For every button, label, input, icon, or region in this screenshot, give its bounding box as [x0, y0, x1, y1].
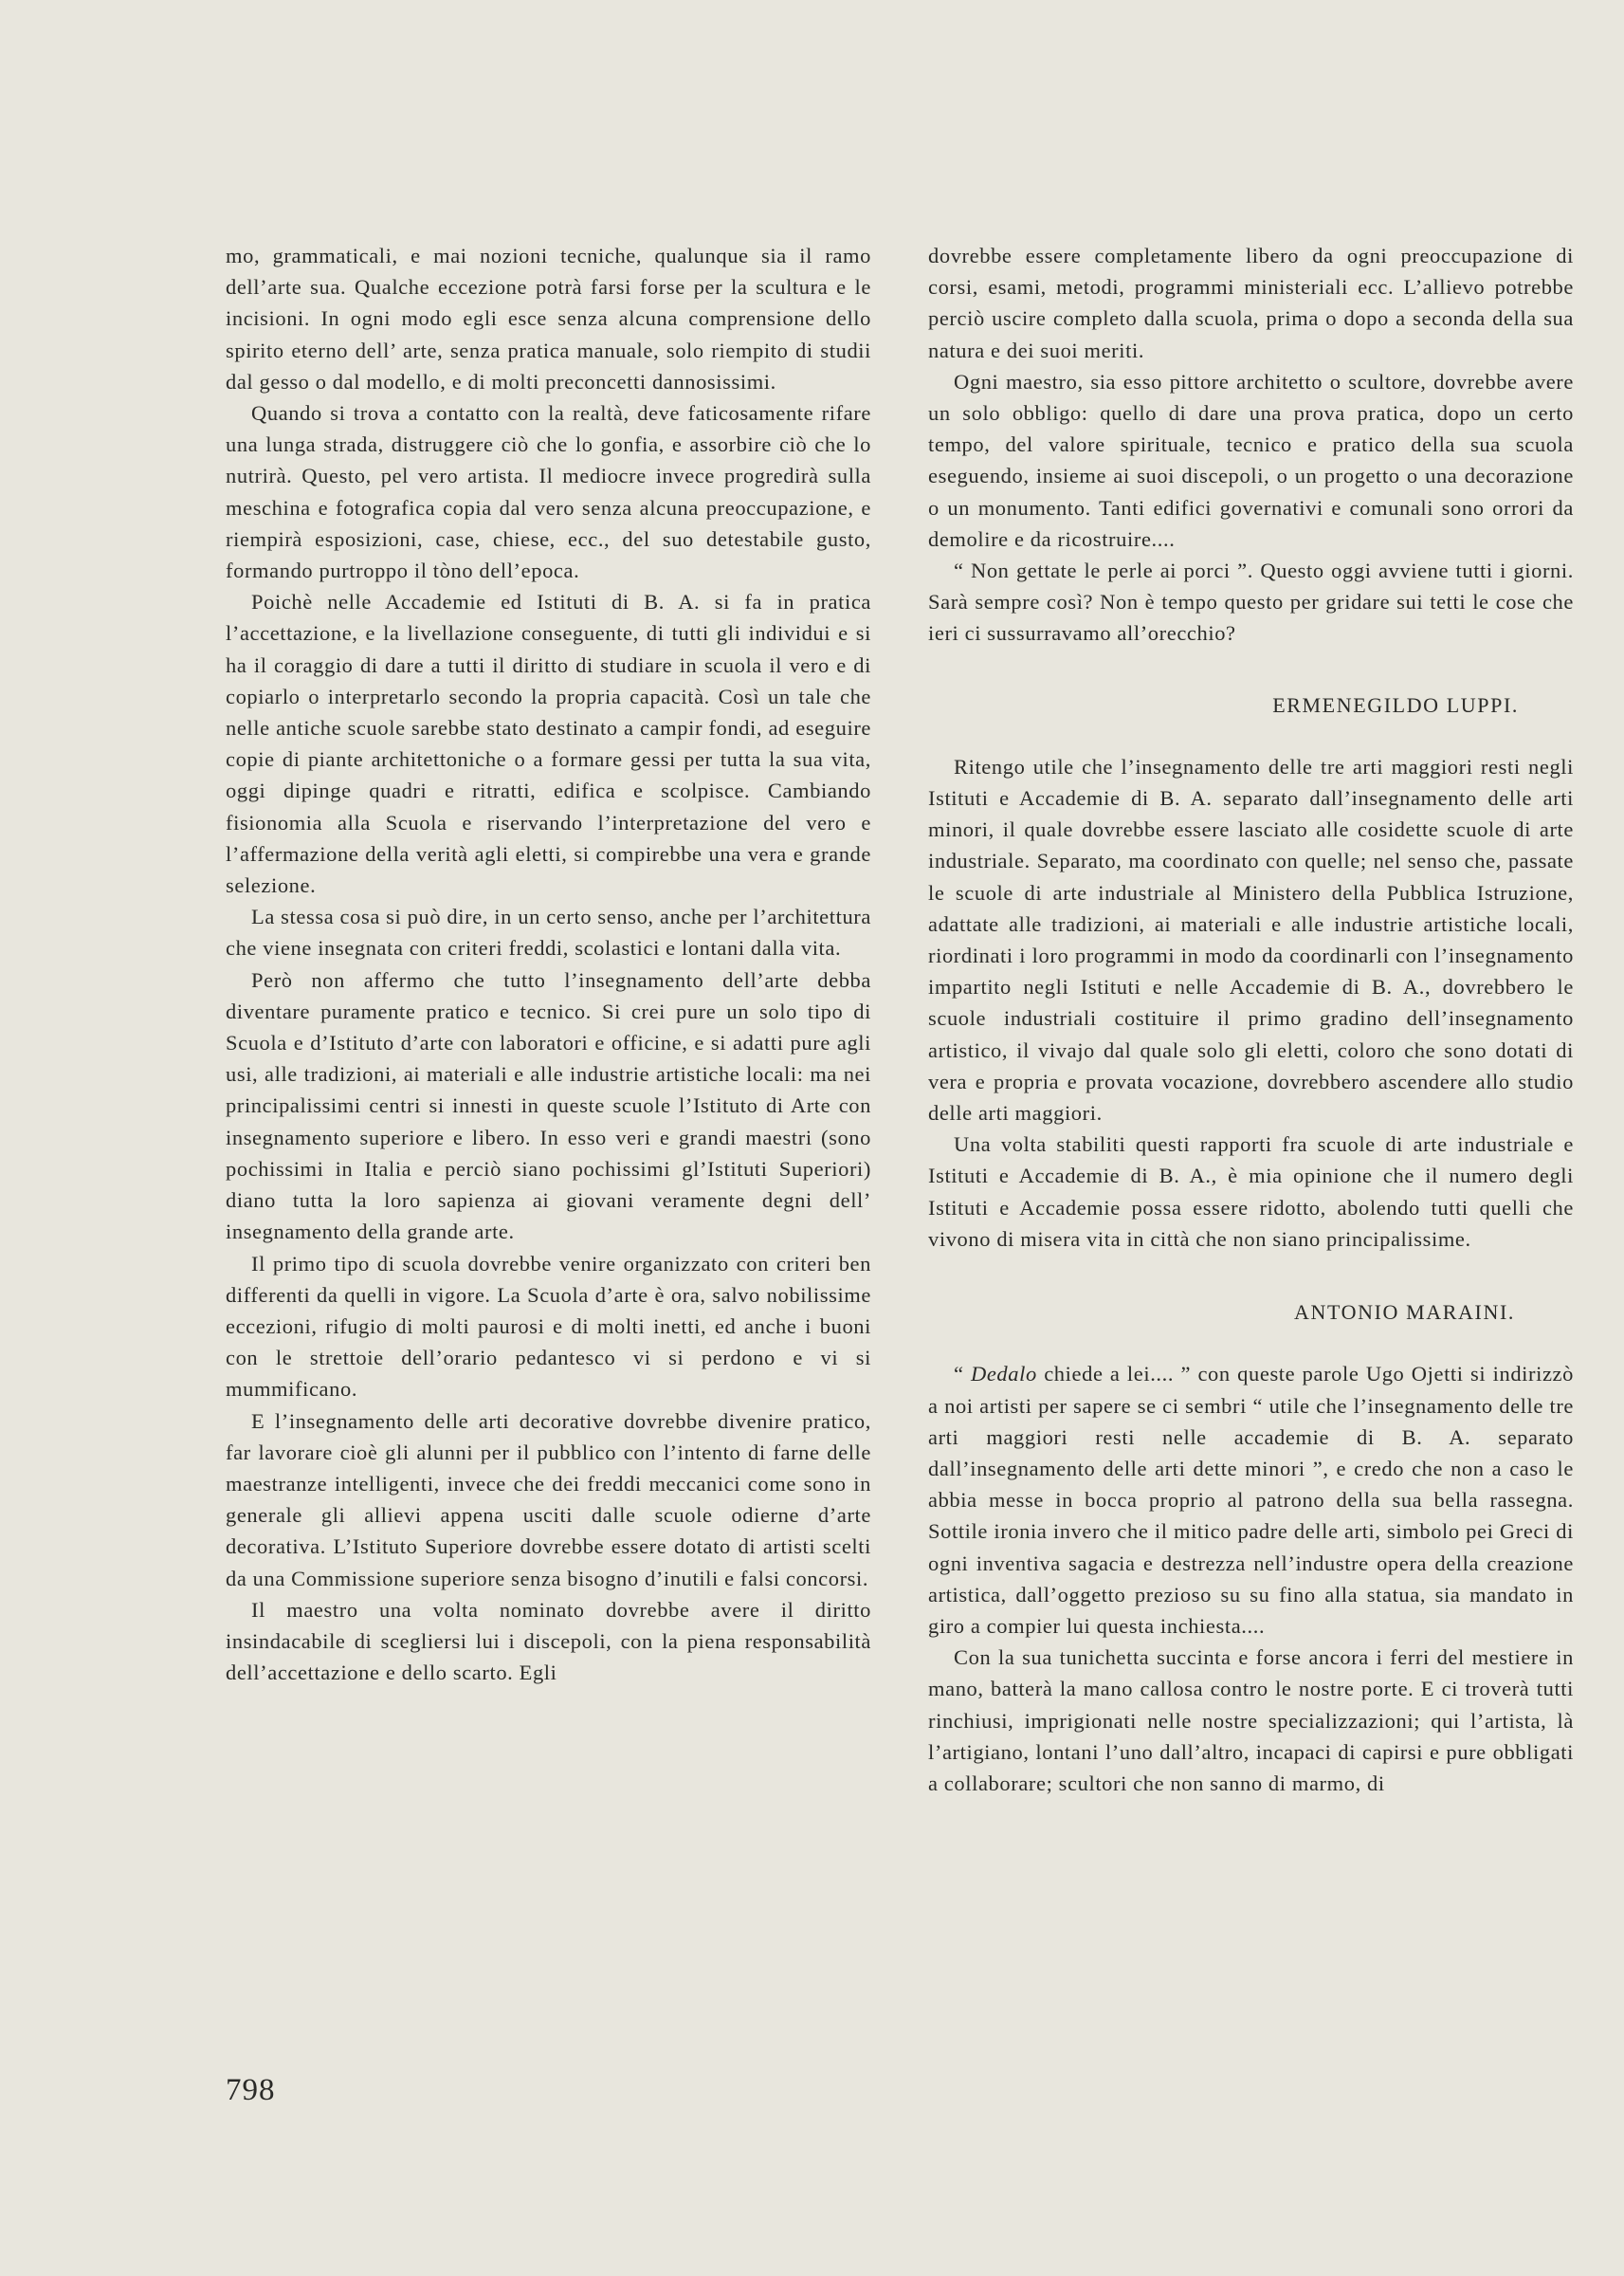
- left-paragraph: mo, grammaticali, e mai nozioni tecniche, qualunque sia il ramo dell’arte sua. Qualche eccezione potrà farsi forse per la scultura e le incisioni. In ogni modo egli esce senza alcuna comprensione dello spirito eterno dell’ arte, senza pratica manuale, solo riempito di studii dal gesso o dal modello, e di molti preconcetti dannosissimi.: [226, 244, 871, 394]
- left-paragraph: La stessa cosa si può dire, in un certo senso, anche per l’architettura che viene insegnata con criteri freddi, scolastici e lontani dalla vita.: [226, 905, 871, 961]
- dedalo-text: chiede a lei.... ” con queste parole Ugo Ojetti si indirizzò a noi artisti per sapere se ci sembri “ utile che l’insegnamento delle tre arti maggiori resti nelle accademie di B. A. separato dall’insegnamento delle arti dette minori ”, e credo che non a caso le abbia messe in bocca proprio al patrono della sua bella rassegna. Sottile ironia invero che il mitico padre delle arti, simbolo pei Greci di ogni inventiva sagacia e destrezza nell’industre opera della creazione artistica, dall’oggetto prezioso su su fino alla statua, sia mandato in giro a compier lui questa inchiesta....: [928, 1362, 1574, 1638]
- left-paragraph: Però non affermo che tutto l’insegnamento dell’arte debba diventare puramente pratico e tecnico. Si crei pure un solo tipo di Scuola e d’Istituto d’arte con laboratori e officine, e si adatti pure agli usi, alle tradizioni, ai materiali e alle industrie artistiche locali: ma nei principalissimi centri si innesti in queste scuole l’Istituto di Arte con insegnamento superiore e libero. In esso veri e grandi maestri (sono pochissimi in Italia e perciò siano pochissimi gl’Istituti Superiori) diano tutta la loro sapienza ai giovani veramente degni dell’ insegnamento della grande arte.: [226, 967, 871, 1244]
- left-paragraph: E l’insegnamento delle arti decorative dovrebbe divenire pratico, far lavorare cioè gli alunni per il pubblico con l’intento di farne delle maestranze intelligenti, invece che dei freddi meccanici come sono in generale gli allievi appena usciti dalle scuole odierne d’arte decorativa. L’Istituto Superiore dovrebbe essere dotato di artisti scelti da una Commissione superiore senza bisogno d’inutili e falsi concorsi.: [226, 1408, 871, 1590]
- right-column: [928, 240, 1574, 1799]
- quote-open: “: [954, 1362, 971, 1386]
- dedalo-paragraph: [928, 1358, 1574, 1642]
- right-paragraph: Una volta stabiliti questi rapporti fra scuole di arte industriale e Istituti e Accademie di B. A., è mia opinione che il numero degli Istituti e Accademie possa essere ridotto, abolendo tutti quelli che vivono di misera vita in città che non siano principalissime.: [928, 1132, 1574, 1251]
- page-number: 798: [226, 2073, 276, 2107]
- left-paragraph: Poichè nelle Accademie ed Istituti di B. A. si fa in pratica l’accettazione, e la livellazione conseguente, di tutti gli individui e si ha il coraggio di dare a tutti il diritto di studiare in scuola il vero e di copiarlo o interpretarlo secondo la propria capacità. Così un tale che nelle antiche scuole sarebbe stato destinato a campir fondi, ad eseguire copie di piante architettoniche o a formare gessi per tutta la sua vita, oggi dipinge quadri e ritratti, edifica e scolpisce. Cambiando fisionomia alla Scuola e riservando l’interpretazione del vero e l’affermazione della verità agli eletti, si compirebbe una vera e grande selezione.: [226, 590, 871, 898]
- dedalo-title: Dedalo: [970, 1362, 1037, 1386]
- left-paragraph: Quando si trova a contatto con la realtà, deve faticosamente rifare una lunga strada, distruggere ciò che lo gonfia, e assorbire ciò che lo nutrirà. Questo, pel vero artista. Il mediocre invece progredirà sulla meschina e fotografica copia dal vero senza alcuna preoccupazione, e riempirà esposizioni, case, chiese, ecc., del suo detestabile gusto, formando purtroppo il tòno dell’epoca.: [226, 401, 871, 583]
- right-paragraph: Ogni maestro, sia esso pittore architetto o scultore, dovrebbe avere un solo obbligo: quello di dare una prova pratica, dopo un certo tempo, del valore spirituale, tecnico e pratico della sua scuola eseguendo, insieme ai suoi discepoli, o un progetto o una decorazione o un monumento. Tanti edifici governativi e comunali sono orrori da demolire e da ricostruire....: [928, 369, 1574, 551]
- right-paragraph: “ Non gettate le perle ai porci ”. Questo oggi avviene tutti i giorni. Sarà sempre così? Non è tempo questo per gridare sui tetti le cose che ieri ci sussurravamo all’orecchio?: [928, 559, 1574, 646]
- author-signature-maraini: ANTONIO MARAINI.: [1294, 1300, 1515, 1325]
- right-paragraph: dovrebbe essere completamente libero da ogni preoccupazione di corsi, esami, metodi, programmi ministeriali ecc. L’allievo potrebbe perciò uscire completo dalla scuola, prima o dopo a seconda della sua natura e dei suoi meriti.: [928, 244, 1574, 362]
- left-column: [226, 240, 871, 1688]
- author-signature-luppi: ERMENEGILDO LUPPI.: [1272, 692, 1519, 717]
- right-paragraph: Ritengo utile che l’insegnamento delle tre arti maggiori resti negli Istituti e Accademie di B. A. separato dall’insegnamento delle arti minori, il quale dovrebbe essere lasciato alle cosidette scuole di arte industriale. Separato, ma coordinato con quelle; nel senso che, passate le scuole di arte industriale al Ministero della Pubblica Istruzione, adattate alle tradizioni, ai materiali e alle industrie artistiche locali, riordinati i loro programmi in modo da coordinarli con l’insegnamento impartito negli Istituti e nelle Accademie di B. A., dovrebbero le scuole industriali costituire il primo gradino dell’insegnamento artistico, il vivajo dal quale solo gli eletti, coloro che sono dotati di vera e propria e provata vocazione, dovrebbero ascendere allo studio delle arti maggiori.: [928, 754, 1574, 1126]
- right-paragraph: Con la sua tunichetta succinta e forse ancora i ferri del mestiere in mano, batterà la mano callosa contro le nostre porte. E ci troverà tutti rinchiusi, imprigionati nelle nostre specializzazioni; qui l’artista, là l’artigiano, lontani l’uno dall’altro, incapaci di capirsi e pure obbligati a collaborare; scultori che non sanno di marmo, di: [928, 1645, 1574, 1795]
- left-paragraph: Il maestro una volta nominato dovrebbe avere il diritto insindacabile di scegliersi lui i discepoli, con la piena responsabilità dell’accettazione e dello scarto. Egli: [226, 1597, 871, 1685]
- left-paragraph: Il primo tipo di scuola dovrebbe venire organizzato con criteri ben differenti da quelli in vigore. La Scuola d’arte è ora, salvo nobilissime eccezioni, rifugio di molti paurosi e di molti inetti, ed anche i buoni con le strettoie dell’orario pedantesco vi si perdono e vi si mummificano.: [226, 1251, 871, 1402]
